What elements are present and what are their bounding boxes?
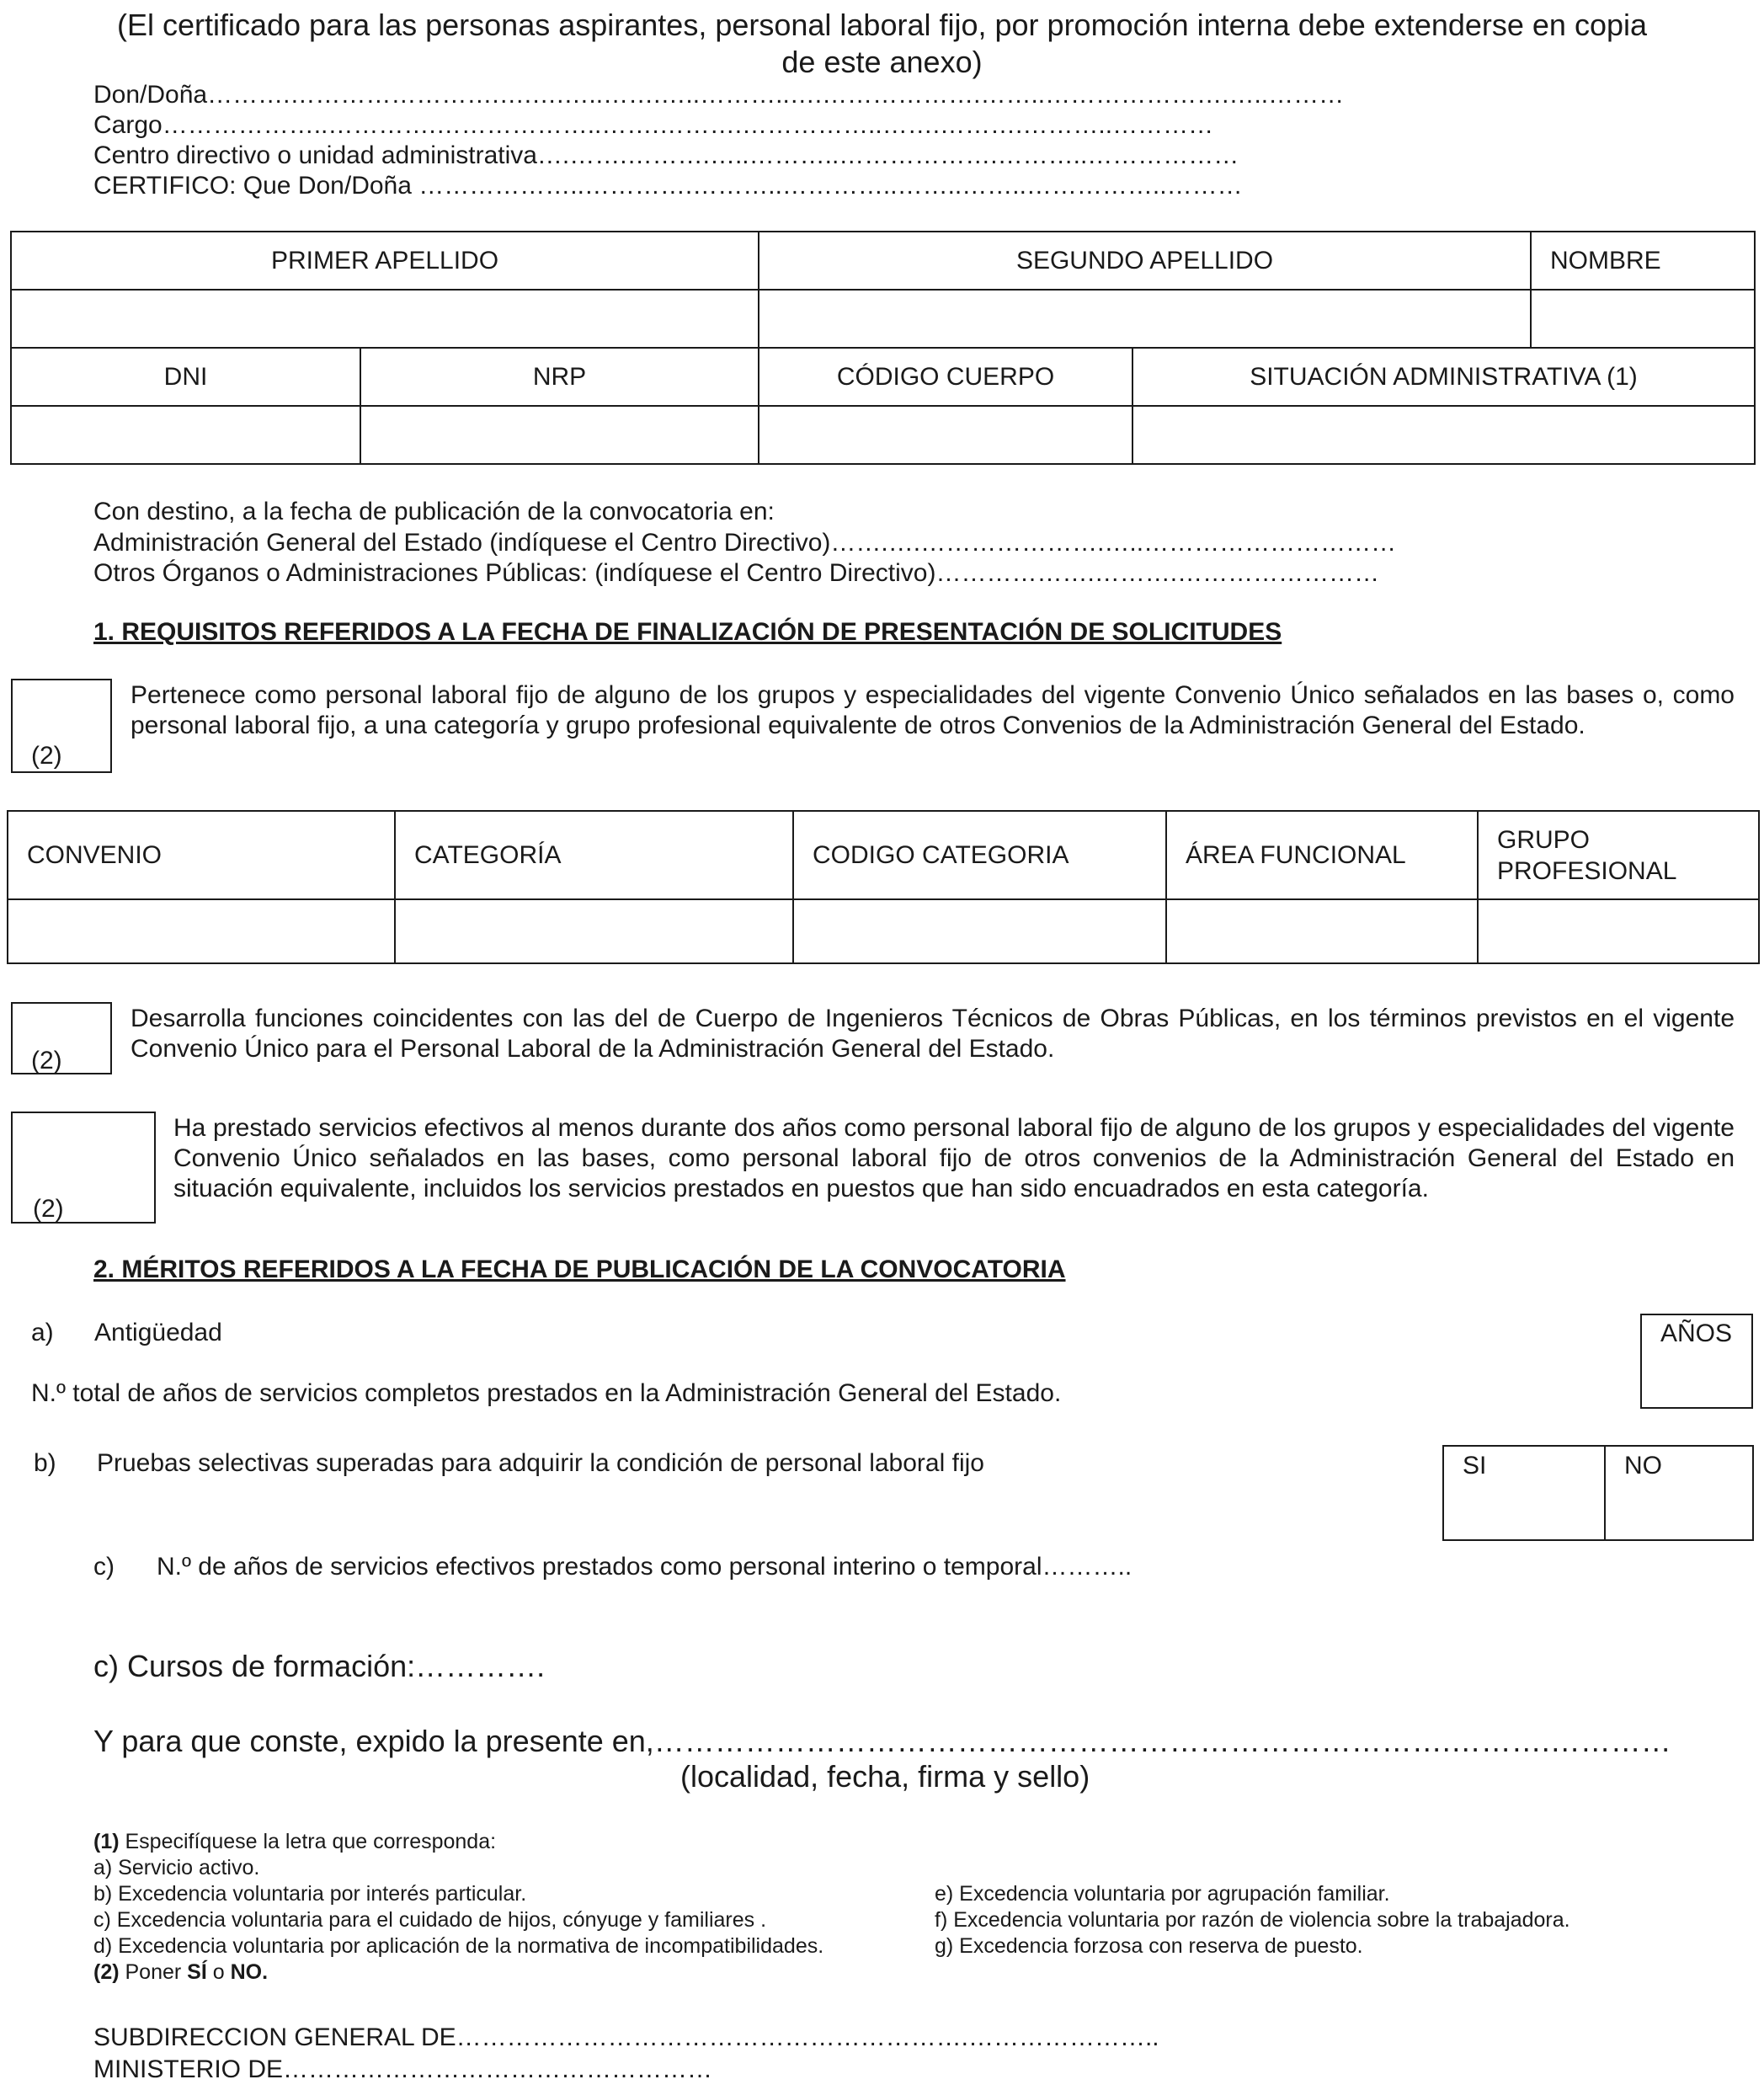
merit-b-letter: b) [34,1449,56,1477]
merit-a-letter: a) [31,1319,54,1346]
footnote-option-a: a) Servicio activo. [93,1856,260,1879]
codigo-cuerpo-field[interactable] [759,406,1132,464]
footnote-option-e: e) Excedencia voluntaria por agrupación familiar. [935,1882,1390,1906]
footnote-2 [93,1959,268,1986]
cargo-line: Cargo………………..………….………………..…….……….……………..…….……….………..………… [93,111,1214,139]
header-nombre: NOMBRE [1531,232,1755,290]
merit-c-label: N.º de años de servicios efectivos prestados como personal interino o temporal……….. [157,1553,1132,1581]
certifico-line: CERTIFICO: Que Don/Doña ………………..………….………..…………..……..……..……………..……… [93,172,1243,200]
req1-checkbox[interactable] [11,679,112,773]
header-codigo-categoria: CODIGO CATEGORIA [793,811,1166,899]
header-note-line2: de este anexo) [781,45,983,79]
segundo-apellido-field[interactable] [759,290,1531,348]
header-dni: DNI [11,348,360,406]
si-option[interactable]: SI [1443,1446,1605,1540]
destino-otros-line: Otros Órganos o Administraciones Públicas: (indíquese el Centro Directivo)……………….……….…………………… [93,559,1380,587]
merit-c-letter: c) [93,1553,115,1581]
footnote-option-g: g) Excedencia forzosa con reserva de puesto. [935,1934,1363,1958]
req3-mark: (2) [33,1195,64,1223]
header-codigo-cuerpo: CÓDIGO CUERPO [759,348,1132,406]
merit-a-label: Antigüedad [94,1319,222,1346]
footnote-1-mark: (1) [93,1830,120,1853]
footnote-option-c: c) Excedencia voluntaria para el cuidado de hijos, cónyuge y familiares . [93,1908,767,1932]
personal-name-table [10,231,1756,349]
req2-mark: (2) [31,1047,62,1074]
footnote-2-o: o [206,1960,231,1984]
localidad-fecha-firma-sello: (localidad, fecha, firma y sello) [680,1759,1090,1794]
area-funcional-field[interactable] [1166,899,1478,963]
destino-age-line: Administración General del Estado (indíquese el Centro Directivo)…….….………………….…..………………………… [93,529,1397,557]
dni-field[interactable] [11,406,360,464]
req2-checkbox[interactable] [11,1002,112,1074]
req1-mark: (2) [31,742,62,770]
req2-text: Desarrolla funciones coincidentes con las del de Cuerpo de Ingenieros Técnicos de Obras Públicas, en los términos previstos en el vigente Convenio Único para el Personal Laboral de la Administración General del Estado. [131,1005,1735,1063]
si-no-table [1442,1445,1754,1541]
merit-a-description: N.º total de años de servicios completos prestados en la Administración General del Estado. [31,1379,1062,1407]
destino-intro: Con destino, a la fecha de publicación de la convocatoria en: [93,498,775,525]
categoria-field[interactable] [395,899,793,963]
section2-title: 2. MÉRITOS REFERIDOS A LA FECHA DE PUBLICACIÓN DE LA CONVOCATORIA [93,1256,1066,1283]
header-nrp: NRP [360,348,759,406]
req1-text: Pertenece como personal laboral fijo de alguno de los grupos y especialidades del vigente Convenio Único señalados en las bases o, como personal laboral fijo, a una categoría y grupo profesional equivalente de otros Convenios de la Administración General del Estado. [131,681,1735,739]
personal-id-table [10,347,1756,465]
header-situacion-administrativa: SITUACIÓN ADMINISTRATIVA (1) [1132,348,1755,406]
anos-field[interactable] [1640,1314,1753,1409]
subdireccion-general-line: SUBDIRECCION GENERAL DE…………………………………………………….………………….. [93,2023,1159,2051]
situacion-administrativa-field[interactable] [1132,406,1755,464]
header-segundo-apellido: SEGUNDO APELLIDO [759,232,1531,290]
footnote-2-mark: (2) [93,1960,120,1984]
convenio-table [7,810,1760,964]
header-grupo-profesional: GRUPO PROFESIONAL [1478,811,1759,899]
merit-b-label: Pruebas selectivas superadas para adquirir la condición de personal laboral fijo [97,1449,984,1477]
ministerio-line: MINISTERIO DE…………………………………………… [93,2055,713,2083]
conste-line: Y para que conste, expido la presente en,…………………………………………………………………….……….………… [93,1724,1671,1758]
no-option[interactable]: NO [1605,1446,1753,1540]
primer-apellido-field[interactable] [11,290,759,348]
nrp-field[interactable] [360,406,759,464]
section1-title: 1. REQUISITOS REFERIDOS A LA FECHA DE FINALIZACIÓN DE PRESENTACIÓN DE SOLICITUDES [93,618,1282,646]
header-area-funcional: ÁREA FUNCIONAL [1166,811,1478,899]
cursos-formacion-line: c) Cursos de formación:…………. [93,1649,546,1683]
footnote-2-text: Poner [119,1960,188,1984]
footnote-1-text: Especifíquese la letra que corresponda: [119,1830,497,1853]
footnote-2-si: SÍ [187,1960,207,1984]
header-note-line1: (El certificado para las personas aspirantes, personal laboral fijo, por promoción interna debe extenderse en copia [116,8,1648,42]
centro-directivo-line: Centro directivo o unidad administrativa….…….……….…..………..……………….………..……………… [93,141,1239,169]
nombre-field[interactable] [1531,290,1755,348]
convenio-field[interactable] [8,899,395,963]
grupo-profesional-field[interactable] [1478,899,1759,963]
footnote-1 [93,1829,496,1855]
footnote-option-b: b) Excedencia voluntaria por interés particular. [93,1882,527,1906]
header-categoria: CATEGORÍA [395,811,793,899]
footnote-option-d: d) Excedencia voluntaria por aplicación de la normativa de incompatibilidades. [93,1934,824,1958]
req3-text: Ha prestado servicios efectivos al menos durante dos años como personal laboral fijo de alguno de los grupos y especialidades del vigente Convenio Único señalados en las bases, como personal laboral fijo de otros convenios de la Administración General del Estado en situación equivalente, incluidos los servicios prestados en puestos que han sido encuadrados en esta categoría. [173,1114,1735,1202]
anos-label: AÑOS [1660,1320,1733,1347]
header-convenio: CONVENIO [8,811,395,899]
header-primer-apellido: PRIMER APELLIDO [11,232,759,290]
footnote-option-f: f) Excedencia voluntaria por razón de violencia sobre la trabajadora. [935,1908,1570,1932]
req3-checkbox[interactable] [11,1112,156,1224]
footnote-2-no: NO. [230,1960,269,1984]
codigo-categoria-field[interactable] [793,899,1166,963]
don-dona-line: Don/Doña……….…………………….….….…..…….…..………..….……………….……..………………….…..……… [93,81,1345,109]
